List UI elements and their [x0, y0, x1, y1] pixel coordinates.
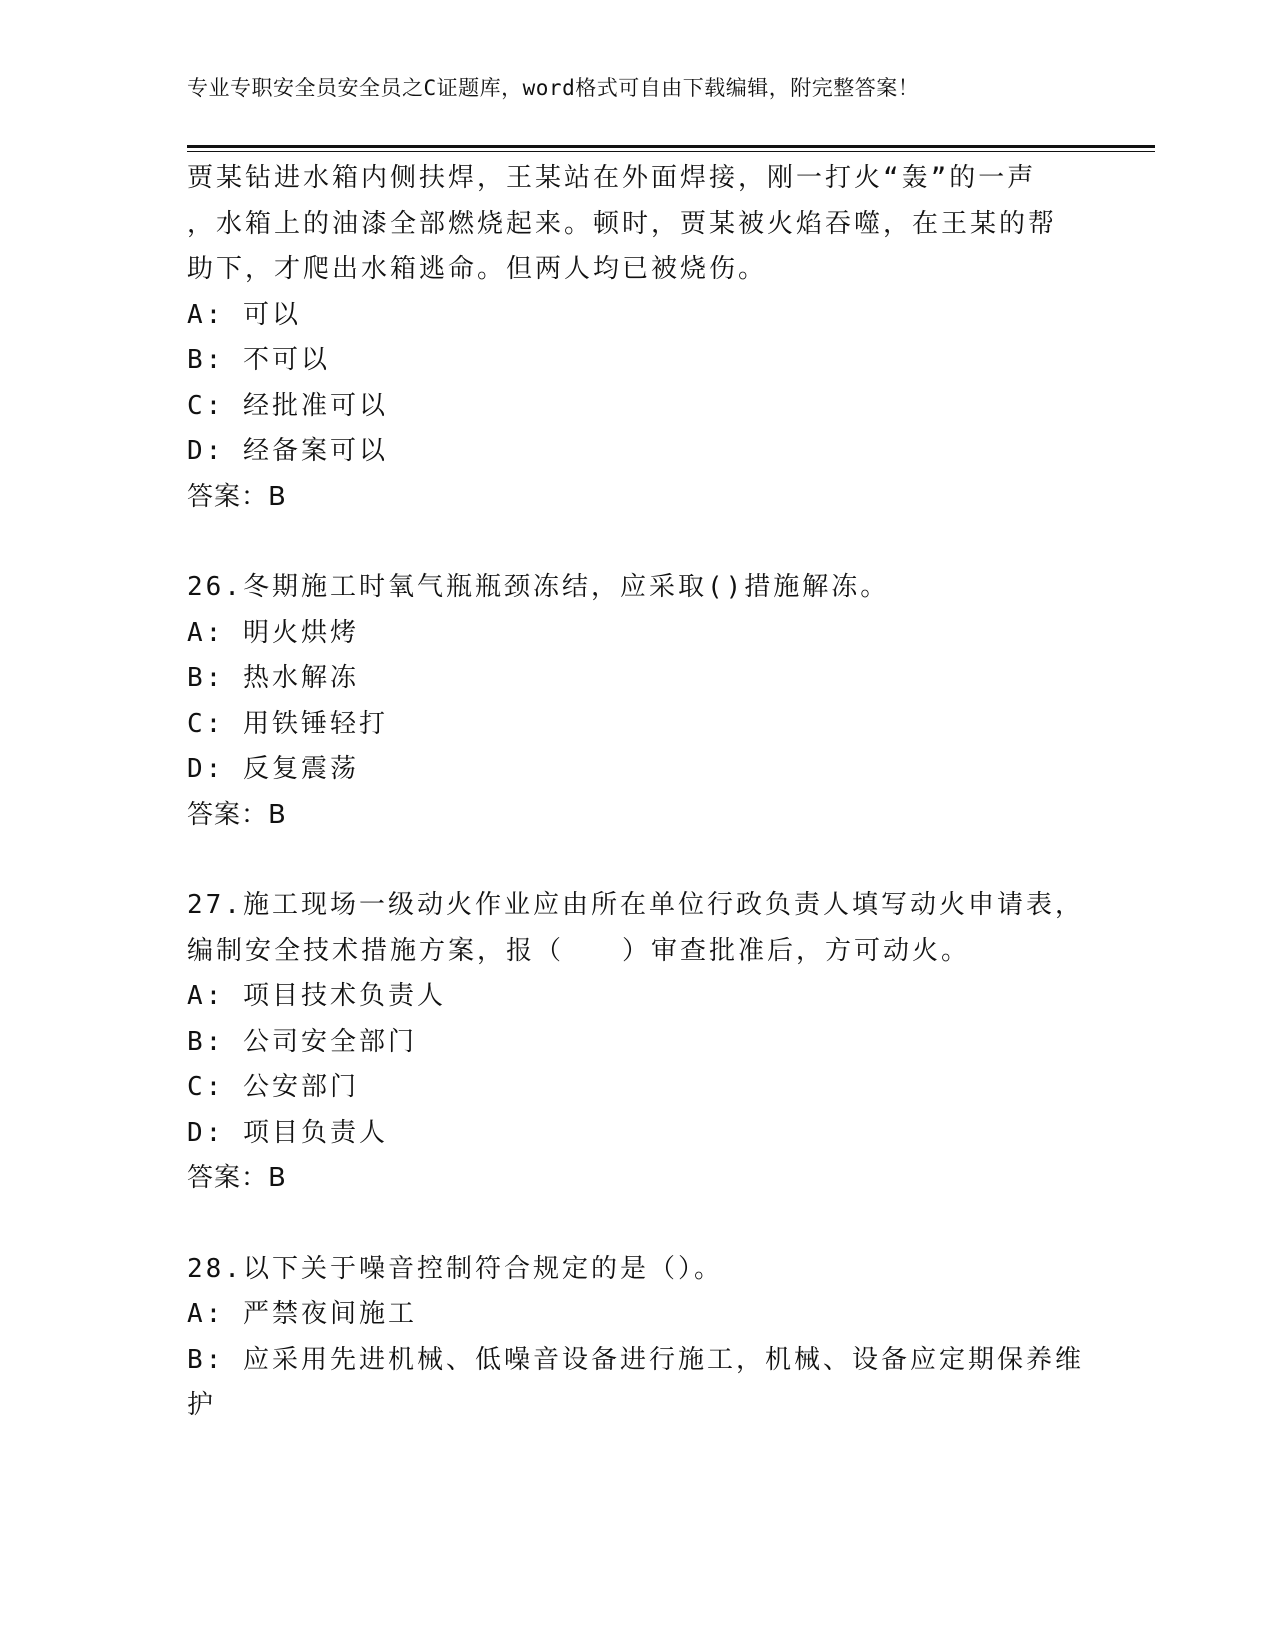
answer: 答案：B	[187, 1163, 287, 1193]
question-text-line: 贾某钻进水箱内侧扶焊，王某站在外面焊接，刚一打火“轰”的一声	[187, 163, 1037, 193]
option-a: A: 项目技术负责人	[187, 981, 446, 1011]
question-text-line: 27.施工现场一级动火作业应由所在单位行政负责人填写动火申请表，	[187, 890, 1084, 920]
spacer	[187, 1202, 1087, 1247]
page-header: 专业专职安全员安全员之C证题库，word格式可自由下载编辑，附完整答案！	[187, 76, 920, 100]
question-27	[187, 883, 1087, 1202]
option-b-continued: 护	[187, 1390, 217, 1420]
option-a: A: 可以	[187, 299, 301, 330]
option-d: D: 反复震荡	[187, 754, 359, 784]
question-28	[187, 1247, 1087, 1429]
question-26	[187, 565, 1087, 838]
option-c: C: 经批准可以	[187, 390, 388, 421]
option-d: D: 经备案可以	[187, 436, 388, 466]
option-a: A: 严禁夜间施工	[187, 1299, 417, 1329]
header-rule-thin	[187, 151, 1155, 152]
answer: 答案：B	[187, 481, 287, 512]
option-c: C: 用铁锤轻打	[187, 708, 388, 739]
option-b: B: 不可以	[187, 345, 330, 375]
question-text-line: ，水箱上的油漆全部燃烧起来。顿时，贾某被火焰吞噬，在王某的帮	[187, 208, 1058, 239]
question-text-line: 26.冬期施工时氧气瓶瓶颈冻结，应采取()措施解冻。	[187, 572, 890, 602]
option-c: C: 公安部门	[187, 1072, 359, 1102]
header-rule-thick	[187, 145, 1155, 148]
spacer	[187, 520, 1087, 565]
answer: 答案：B	[187, 799, 287, 830]
question-text-line: 助下，才爬出水箱逃命。但两人均已被烧伤。	[187, 254, 768, 284]
option-d: D: 项目负责人	[187, 1117, 388, 1148]
spacer	[187, 838, 1087, 883]
option-b: B: 公司安全部门	[187, 1026, 417, 1057]
option-b: B: 热水解冻	[187, 663, 359, 693]
question-25	[187, 156, 1087, 520]
option-a: A: 明火烘烤	[187, 617, 359, 648]
question-content	[187, 156, 1087, 1429]
question-text-line: 28.以下关于噪音控制符合规定的是（）。	[187, 1253, 723, 1284]
question-text-line: 编制安全技术措施方案，报（ ）审查批准后，方可动火。	[187, 935, 971, 966]
option-b: B: 应采用先进机械、低噪音设备进行施工，机械、设备应定期保养维	[187, 1344, 1084, 1375]
